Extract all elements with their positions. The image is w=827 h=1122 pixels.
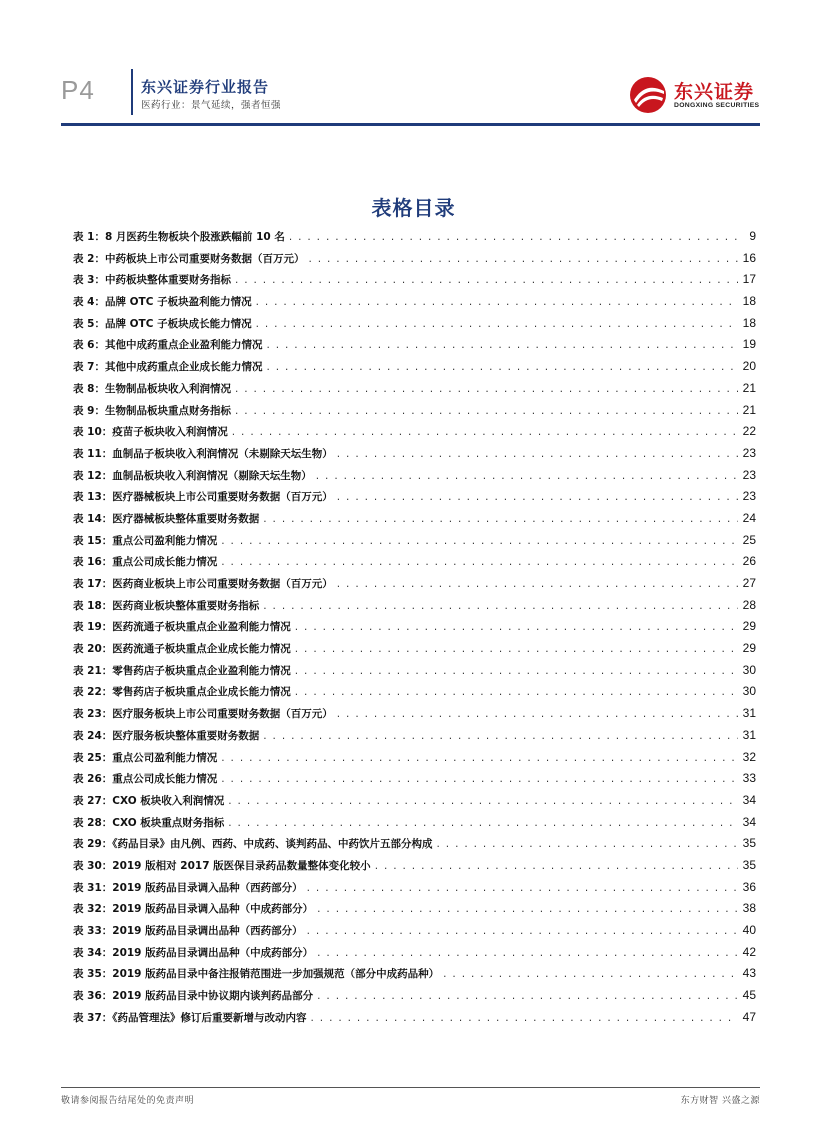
toc-entry[interactable]: [73, 703, 756, 725]
toc-entry-page: 31: [742, 727, 756, 742]
toc-entry-page: 34: [742, 814, 756, 829]
toc-entry[interactable]: [73, 313, 756, 335]
toc-dot-leader: [337, 704, 738, 726]
toc-entry-label: 表 23：医疗服务板块上市公司重要财务数据（百万元）: [73, 708, 333, 721]
toc-entry-label: 表 10：疫苗子板块收入利润情况: [73, 426, 228, 439]
toc-entry-label: 表 12：血制品板块收入利润情况（剔除天坛生物）: [73, 469, 312, 482]
toc-entry[interactable]: [73, 942, 756, 964]
toc-entry[interactable]: [73, 573, 756, 595]
toc-entry-label: 表 36：2019 版药品目录中协议期内谈判药品部分: [73, 990, 314, 1003]
toc-entry-page: 32: [742, 749, 756, 764]
toc-entry[interactable]: [73, 812, 756, 834]
toc-entry-label: 表 4：品牌 OTC 子板块盈利能力情况: [73, 296, 252, 309]
toc-entry-label: 表 13：医疗器械板块上市公司重要财务数据（百万元）: [73, 491, 333, 504]
toc-entry-page: 30: [742, 684, 756, 699]
toc-dot-leader: [235, 379, 738, 401]
toc-dot-leader: [316, 466, 738, 488]
toc-dot-leader: [263, 509, 738, 531]
toc-entry[interactable]: [73, 638, 756, 660]
toc-entry[interactable]: [73, 486, 756, 508]
toc-entry[interactable]: [73, 747, 756, 769]
toc-entry-page: 40: [742, 923, 756, 937]
toc-entry-page: 21: [742, 402, 756, 417]
toc-entry-label: 表 1：8 月医药生物板块个股涨跌幅前 10 名: [73, 231, 285, 243]
toc-dot-leader: [437, 834, 738, 856]
toc-dot-leader: [295, 682, 738, 704]
toc-entry[interactable]: [73, 269, 756, 291]
toc-dot-leader: [317, 899, 738, 921]
toc-dot-leader: [337, 487, 738, 509]
report-title: 东兴证券行业报告: [141, 78, 270, 96]
toc-entry-label: 表 34：2019 版药品目录调出品种（中成药部分）: [73, 946, 314, 959]
toc-entry-page: 16: [742, 250, 756, 265]
toc-entry-label: 表 3：中药板块整体重要财务指标: [73, 274, 231, 287]
toc-entry-page: 29: [742, 619, 756, 634]
toc-entry[interactable]: [73, 465, 756, 487]
toc-entry-label: 表 18：医药商业板块整体重要财务指标: [73, 599, 260, 612]
header-rule: [61, 123, 760, 126]
toc-entry-page: 18: [742, 294, 756, 309]
toc-entry-label: 表 35：2019 版药品目录中备注报销范围进一步加强规范（部分中成药品种）: [73, 968, 440, 981]
toc-entry-page: 33: [742, 771, 756, 786]
toc-entry-label: 表 26：重点公司成长能力情况: [73, 773, 218, 786]
toc-entry-label: 表 37：《药品管理法》修订后重要新增与改动内容: [73, 1011, 307, 1024]
logo-chinese-name: 东兴证券: [674, 81, 755, 103]
toc-entry-page: 47: [742, 1009, 756, 1024]
toc-entry-page: 27: [742, 576, 756, 590]
toc-entry-label: 表 24：医疗服务板块整体重要财务数据: [73, 729, 260, 742]
toc-entry[interactable]: [73, 877, 756, 899]
toc-entry-label: 表 30：2019 版相对 2017 版医保目录药品数量整体变化较小: [73, 859, 371, 872]
toc-dot-leader: [289, 227, 738, 249]
toc-entry-page: 36: [742, 879, 756, 894]
toc-dot-leader: [221, 769, 738, 791]
toc-entry-label: 表 2：中药板块上市公司重要财务数据（百万元）: [73, 252, 305, 265]
toc-dot-leader: [263, 726, 738, 748]
toc-entry[interactable]: [73, 291, 756, 313]
toc-entry-label: 表 25：重点公司盈利能力情况: [73, 751, 218, 764]
toc-entry[interactable]: [73, 530, 756, 552]
toc-entry-page: 29: [742, 641, 756, 656]
toc-entry-label: 表 6：其他中成药重点企业盈利能力情况: [73, 339, 263, 352]
toc-entry-label: 表 9：生物制品板块重点财务指标: [73, 404, 231, 417]
toc-entry-page: 18: [742, 315, 756, 330]
toc-dot-leader: [295, 617, 738, 639]
toc-entry[interactable]: [73, 1007, 756, 1029]
toc-entry[interactable]: [73, 855, 756, 877]
toc-dot-leader: [221, 531, 738, 553]
toc-entry[interactable]: [73, 790, 756, 812]
toc-dot-leader: [266, 357, 738, 379]
toc-entry[interactable]: [73, 334, 756, 356]
toc-entry-page: 26: [742, 554, 756, 569]
toc-dot-leader: [337, 574, 738, 596]
toc-entry[interactable]: [73, 378, 756, 400]
toc-entry-label: 表 21：零售药店子板块重点企业盈利能力情况: [73, 664, 291, 677]
toc-entry[interactable]: [73, 226, 756, 248]
toc-entry[interactable]: [73, 920, 756, 942]
toc-dot-leader: [235, 401, 738, 423]
toc-entry[interactable]: [73, 400, 756, 422]
logo-english-name: DONGXING SECURITIES: [674, 102, 760, 109]
toc-entry-label: 表 7：其他中成药重点企业成长能力情况: [73, 361, 263, 374]
toc-entry-label: 表 28：CXO 板块重点财务指标: [73, 816, 225, 829]
footer-rule: [61, 1087, 760, 1088]
toc-dot-leader: [228, 813, 738, 835]
toc-entry[interactable]: [73, 963, 756, 985]
toc-entry[interactable]: [73, 421, 756, 443]
toc-entry-page: 21: [742, 380, 756, 395]
toc-entry-page: 9: [749, 229, 756, 243]
toc-dot-leader: [295, 639, 738, 661]
toc-entry[interactable]: [73, 833, 756, 855]
toc-entry-page: 24: [742, 510, 756, 525]
toc-dot-leader: [307, 921, 738, 943]
toc-dot-leader: [443, 964, 738, 986]
toc-entry[interactable]: [73, 616, 756, 638]
toc-dot-leader: [311, 1008, 738, 1030]
toc-entry[interactable]: [73, 660, 756, 682]
toc-entry-page: 38: [742, 901, 756, 916]
toc-entry-label: 表 16：重点公司成长能力情况: [73, 556, 218, 569]
toc-entry-page: 19: [742, 337, 756, 352]
toc-entry-page: 35: [742, 857, 756, 872]
toc-dot-leader: [375, 856, 738, 878]
toc-entry[interactable]: [73, 508, 756, 530]
toc-dot-leader: [266, 335, 738, 357]
toc-entry-label: 表 27：CXO 板块收入利润情况: [73, 794, 225, 807]
toc-entry-page: 23: [742, 467, 756, 482]
report-subtitle: 医药行业：景气延续，强者恒强: [141, 100, 282, 111]
toc-entry-page: 17: [742, 272, 756, 287]
toc-entry-page: 30: [742, 662, 756, 677]
toc-entry-label: 表 11：血制品子板块收入利润情况（未剔除天坛生物）: [73, 447, 333, 460]
toc-entry-page: 28: [742, 597, 756, 612]
toc-dot-leader: [295, 661, 738, 683]
toc-entry-label: 表 33：2019 版药品目录调出品种（西药部分）: [73, 925, 303, 937]
toc-entry-label: 表 19：医药流通子板块重点企业盈利能力情况: [73, 621, 291, 634]
toc-entry-label: 表 15：重点公司盈利能力情况: [73, 534, 218, 547]
toc-entry-page: 22: [742, 424, 756, 439]
toc-dot-leader: [263, 596, 738, 618]
toc-dot-leader: [232, 422, 738, 444]
toc-title: 表格目录: [371, 196, 456, 220]
toc-dot-leader: [308, 249, 738, 271]
toc-entry-page: 23: [742, 489, 756, 504]
footer-disclaimer: 敬请参阅报告结尾处的免责声明: [61, 1096, 195, 1106]
toc-entry-page: 25: [742, 532, 756, 547]
toc-entry[interactable]: [73, 725, 756, 747]
toc-entry-page: 34: [742, 792, 756, 807]
toc-entry-page: 35: [742, 836, 756, 851]
logo-mark-icon: [628, 75, 670, 115]
toc-entry-label: 表 20：医药流通子板块重点企业成长能力情况: [73, 643, 291, 656]
toc-entry-label: 表 8：生物制品板块收入利润情况: [73, 382, 231, 395]
toc-dot-leader: [307, 878, 738, 900]
toc-entry-label: 表 14：医疗器械板块整体重要财务数据: [73, 512, 260, 525]
page-number: P4: [61, 75, 95, 105]
toc-entry[interactable]: [73, 551, 756, 573]
toc-entry[interactable]: [73, 248, 756, 270]
toc-dot-leader: [221, 552, 738, 574]
toc-entry-label: 表 22：零售药店子板块重点企业成长能力情况: [73, 686, 291, 699]
toc-entry[interactable]: [73, 985, 756, 1007]
toc-dot-leader: [317, 943, 738, 965]
toc-entry-label: 表 32：2019 版药品目录调入品种（中成药部分）: [73, 903, 314, 916]
toc-entry-page: 43: [742, 966, 756, 981]
toc-dot-leader: [317, 986, 738, 1008]
table-of-contents: [73, 226, 756, 1028]
toc-entry-page: 42: [742, 944, 756, 959]
footer-slogan: 东方财智 兴盛之源: [680, 1096, 760, 1106]
toc-entry-page: 20: [742, 359, 756, 374]
toc-entry[interactable]: [73, 356, 756, 378]
toc-dot-leader: [221, 748, 738, 770]
toc-entry[interactable]: [73, 768, 756, 790]
toc-dot-leader: [235, 270, 738, 292]
toc-entry-page: 23: [742, 445, 756, 460]
toc-entry[interactable]: [73, 681, 756, 703]
toc-entry-label: 表 17：医药商业板块上市公司重要财务数据（百万元）: [73, 578, 333, 590]
toc-dot-leader: [256, 292, 738, 314]
toc-entry-label: 表 29：《药品目录》由凡例、西药、中成药、谈判药品、中药饮片五部分构成: [73, 838, 433, 851]
toc-dot-leader: [256, 314, 738, 336]
toc-entry-page: 45: [742, 988, 756, 1003]
header-divider: [131, 69, 133, 115]
toc-entry[interactable]: [73, 443, 756, 465]
toc-entry-label: 表 31：2019 版药品目录调入品种（西药部分）: [73, 881, 303, 894]
toc-dot-leader: [228, 791, 738, 813]
toc-entry-page: 31: [742, 706, 756, 721]
toc-entry[interactable]: [73, 595, 756, 617]
company-logo: [628, 75, 758, 115]
toc-entry-label: 表 5：品牌 OTC 子板块成长能力情况: [73, 317, 252, 330]
toc-entry[interactable]: [73, 898, 756, 920]
toc-dot-leader: [337, 444, 738, 466]
